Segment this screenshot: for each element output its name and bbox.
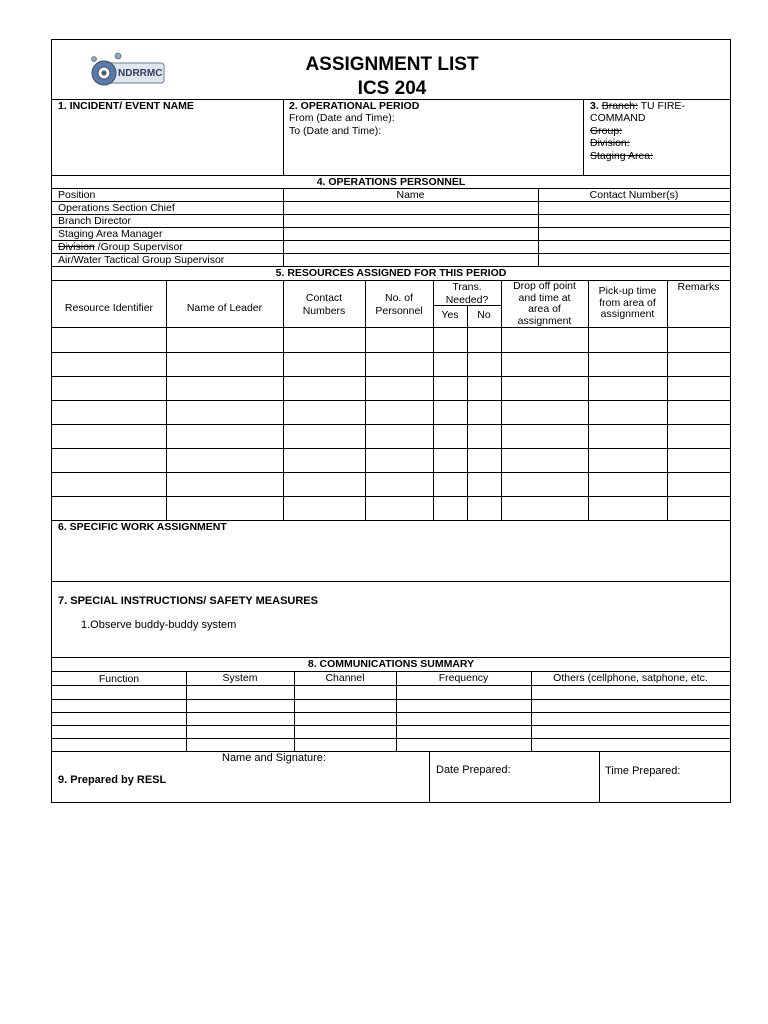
to-datetime-label: To (Date and Time): — [289, 125, 382, 137]
col-pickup-time: Pick-up time from area of assignment — [598, 285, 657, 320]
special-instructions-label: 7. SPECIAL INSTRUCTIONS/ SAFETY MEASURES — [58, 595, 318, 607]
date-prepared-label: Date Prepared: — [436, 764, 511, 776]
position-ops-chief: Operations Section Chief — [58, 202, 175, 214]
assignment-list-form — [51, 39, 731, 803]
col-name-of-leader: Name of Leader — [186, 302, 263, 314]
col-drop-off: Drop off point and time at area of assignment — [513, 280, 576, 327]
position-air-water-supervisor: Air/Water Tactical Group Supervisor — [58, 254, 225, 266]
position-branch-director: Branch Director — [58, 215, 131, 227]
col-others: Others (cellphone, satphone, etc. — [553, 672, 708, 684]
operational-period-label: 2. OPERATIONAL PERIOD — [289, 100, 420, 112]
col-yes: Yes — [441, 309, 459, 321]
col-remarks: Remarks — [677, 281, 720, 293]
svg-text:NDRRMC: NDRRMC — [118, 68, 163, 79]
col-resource-identifier: Resource Identifier — [64, 302, 154, 314]
col-frequency: Frequency — [438, 672, 489, 684]
incident-name-label: 1. INCIDENT/ EVENT NAME — [58, 100, 194, 112]
form-title: ASSIGNMENT LIST — [305, 54, 479, 75]
col-no-of-personnel: No. of Personnel — [375, 292, 423, 317]
operations-personnel-heading: 4. OPERATIONS PERSONNEL — [316, 176, 466, 188]
col-channel: Channel — [325, 672, 365, 684]
col-name: Name — [396, 189, 425, 201]
col-function: Function — [98, 673, 140, 685]
position-staging-manager: Staging Area Manager — [58, 228, 163, 240]
specific-work-assignment-label: 6. SPECIFIC WORK ASSIGNMENT — [58, 521, 227, 533]
col-no: No — [477, 309, 491, 321]
branch-field: 3. Branch: TU FIRE- — [590, 100, 685, 112]
group-field: Group: — [590, 125, 623, 137]
instruction-item-1: 1.Observe buddy-buddy system — [81, 619, 237, 631]
communications-summary-heading: 8. COMMUNICATIONS SUMMARY — [307, 658, 475, 670]
name-signature-label: Name and Signature: — [222, 752, 326, 764]
branch-value-cont: COMMAND — [590, 112, 646, 124]
division-field: Division: — [590, 137, 630, 149]
col-contact-numbers: Contact Number(s) — [589, 189, 679, 201]
from-datetime-label: From (Date and Time): — [289, 112, 395, 124]
col-contact-numbers-res: Contact Numbers — [302, 292, 346, 317]
form-code: ICS 204 — [357, 78, 427, 99]
resources-heading: 5. RESOURCES ASSIGNED FOR THIS PERIOD — [275, 267, 507, 279]
position-group-supervisor: Division /Group Supervisor — [58, 241, 183, 253]
prepared-by-label: 9. Prepared by RESL — [58, 774, 167, 786]
col-system: System — [222, 672, 258, 684]
col-trans-needed: Trans. Needed? — [445, 281, 489, 306]
staging-area-field: Staging Area: — [590, 150, 654, 162]
col-position: Position — [58, 189, 96, 201]
time-prepared-label: Time Prepared: — [605, 765, 681, 777]
